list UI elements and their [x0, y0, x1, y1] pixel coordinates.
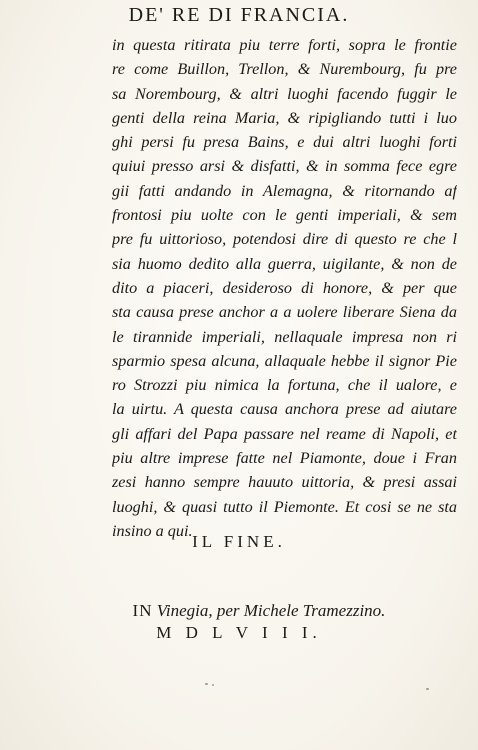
text-line: gli affari del Papa passare nel reame di Napoli, et	[112, 424, 457, 443]
text-line: ghi persi fu presa Bains, e dui altri luoghi forti	[112, 133, 457, 152]
ink-speck	[426, 688, 429, 690]
text-line: quiui presso arsi & disfatti, & in somma fece egre	[112, 157, 457, 176]
text-line: in questa ritirata piu terre forti, sopra le frontie	[112, 36, 457, 54]
ink-speck	[205, 683, 208, 685]
imprint-text: Vinegia, per Michele Tramezzino.	[156, 601, 386, 620]
text-line: la uirtu. A questa causa anchora prese ad aiutare	[112, 400, 457, 419]
colophon-year: M D L V I I I.	[156, 623, 322, 642]
text-line: dito a piaceri, desideroso di honore, & per que	[112, 278, 457, 297]
colophon-imprint	[0, 600, 478, 622]
colophon	[0, 600, 478, 644]
text-line: gii fatti andando in Alemagna, & ritornando af	[112, 181, 457, 200]
text-line: piu altre imprese fatte nel Piamonte, doue i Fran	[112, 449, 457, 468]
imprint-caps: IN	[132, 601, 153, 620]
end-mark: IL FINE.	[192, 532, 286, 551]
running-head: DE' RE DI FRANCIA.	[128, 4, 350, 26]
text-line: sta causa prese anchor a a uolere liberare Siena da	[112, 303, 457, 322]
text-line: sparmio spesa alcuna, allaquale hebbe il signor Pie	[112, 351, 457, 370]
ink-speck	[212, 684, 214, 686]
text-line: pre fu uittorioso, potendosi dire di questo re che l	[112, 230, 457, 249]
text-line: insino a qui.	[112, 521, 193, 540]
text-line: le tirannide imperiali, nellaquale impresa non ri	[112, 327, 457, 346]
text-line: sia huomo dedito alla guerra, uigilante, & non de	[112, 254, 457, 273]
text-line: re come Buillon, Trellon, & Nurembourg, fu pre	[112, 60, 457, 79]
text-line: luoghi, & quasi tutto il Piemonte. Et cosi se ne sta	[112, 497, 457, 516]
body-text	[112, 33, 457, 543]
text-line: sa Norembourg, & altri luoghi facendo fuggir le	[112, 84, 457, 103]
text-line: genti della reina Maria, & ripigliando tutti i luo	[112, 108, 457, 127]
text-line: frontosi piu uolte con le genti imperiali, & sem	[112, 206, 457, 225]
text-line: ro Strozzi piu nimica la fortuna, che il ualore, e	[112, 376, 457, 395]
text-line: zesi hanno sempre hauuto uittoria, & presi assai	[112, 473, 457, 492]
